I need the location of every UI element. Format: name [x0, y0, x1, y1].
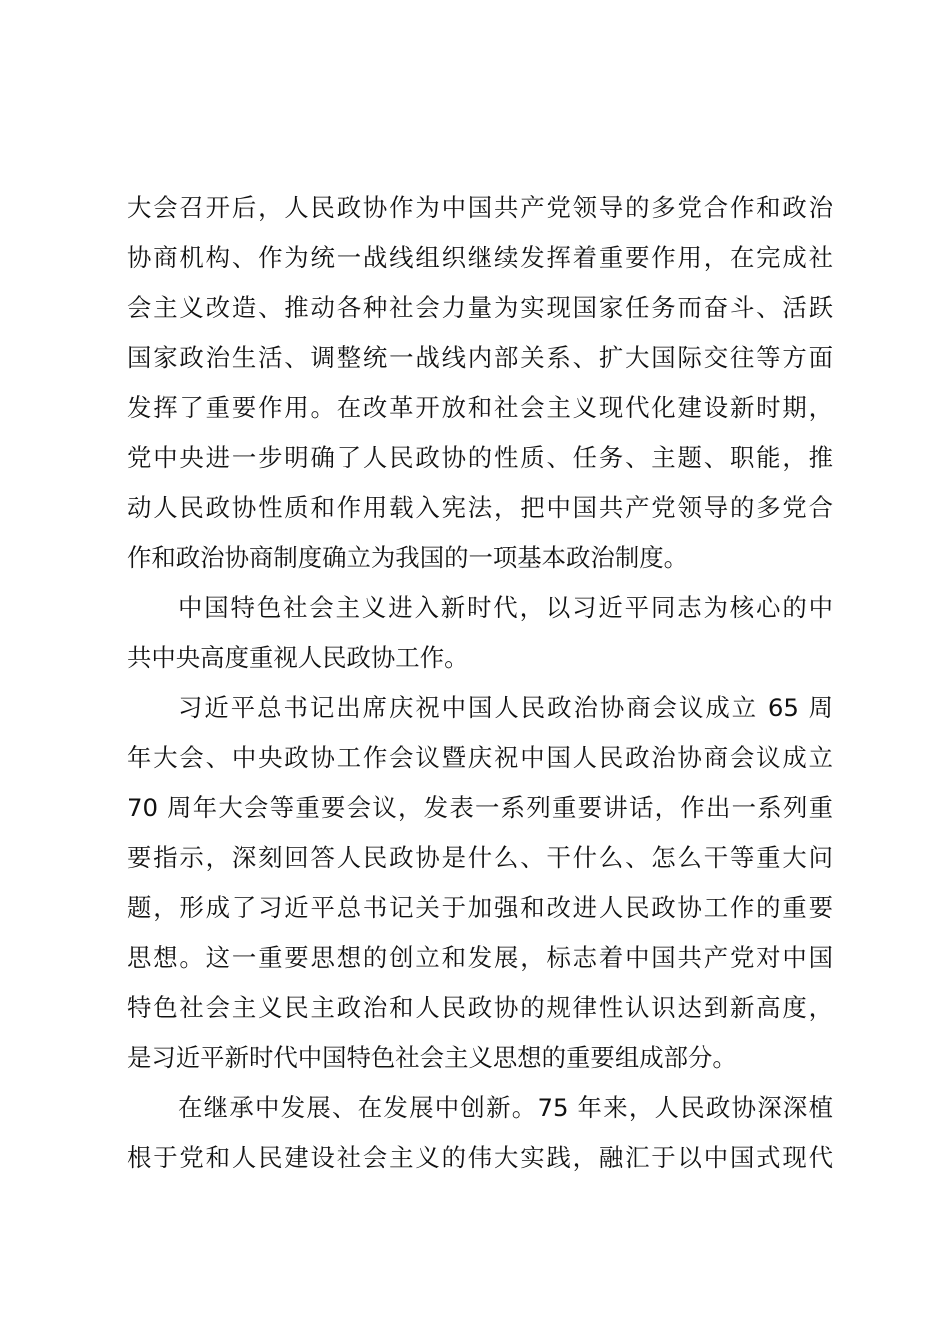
text-line: 发挥了重要作用。在改革开放和社会主义现代化建设新时期，	[127, 393, 833, 422]
text-line: 协商机构、作为统一战线组织继续发挥着重要作用，在完成社	[127, 243, 833, 272]
paragraph-first-line: 在继承中发展、在发展中创新。75 年来，人民政协深深植	[178, 1093, 833, 1122]
text-line: 根于党和人民建设社会主义的伟大实践，融汇于以中国式现代	[127, 1143, 833, 1172]
text-line: 动人民政协性质和作用载入宪法，把中国共产党领导的多党合	[127, 493, 833, 522]
paragraph-end-line: 是习近平新时代中国特色社会主义思想的重要组成部分。	[127, 1043, 737, 1072]
text-line: 题，形成了习近平总书记关于加强和改进人民政协工作的重要	[127, 893, 833, 922]
text-line: 年大会、中央政协工作会议暨庆祝中国人民政治协商会议成立	[127, 743, 833, 772]
text-line: 党中央进一步明确了人民政协的性质、任务、主题、职能，推	[127, 443, 833, 472]
text-line: 国家政治生活、调整统一战线内部关系、扩大国际交往等方面	[127, 343, 833, 372]
paragraph-first-line: 习近平总书记出席庆祝中国人民政治协商会议成立 65 周	[178, 693, 833, 722]
paragraph-first-line: 中国特色社会主义进入新时代，以习近平同志为核心的中	[178, 593, 833, 622]
paragraph-end-line: 作和政治协商制度确立为我国的一项基本政治制度。	[127, 543, 688, 572]
text-line: 思想。这一重要思想的创立和发展，标志着中国共产党对中国	[127, 943, 833, 972]
text-line: 要指示，深刻回答人民政协是什么、干什么、怎么干等重大问	[127, 843, 833, 872]
paragraph-end-line: 共中央高度重视人民政协工作。	[127, 643, 469, 672]
text-line: 大会召开后，人民政协作为中国共产党领导的多党合作和政治	[127, 193, 833, 222]
text-line: 会主义改造、推动各种社会力量为实现国家任务而奋斗、活跃	[127, 293, 833, 322]
text-line: 特色社会主义民主政治和人民政协的规律性认识达到新高度，	[127, 993, 833, 1022]
text-line: 70 周年大会等重要会议，发表一系列重要讲话，作出一系列重	[127, 793, 833, 822]
